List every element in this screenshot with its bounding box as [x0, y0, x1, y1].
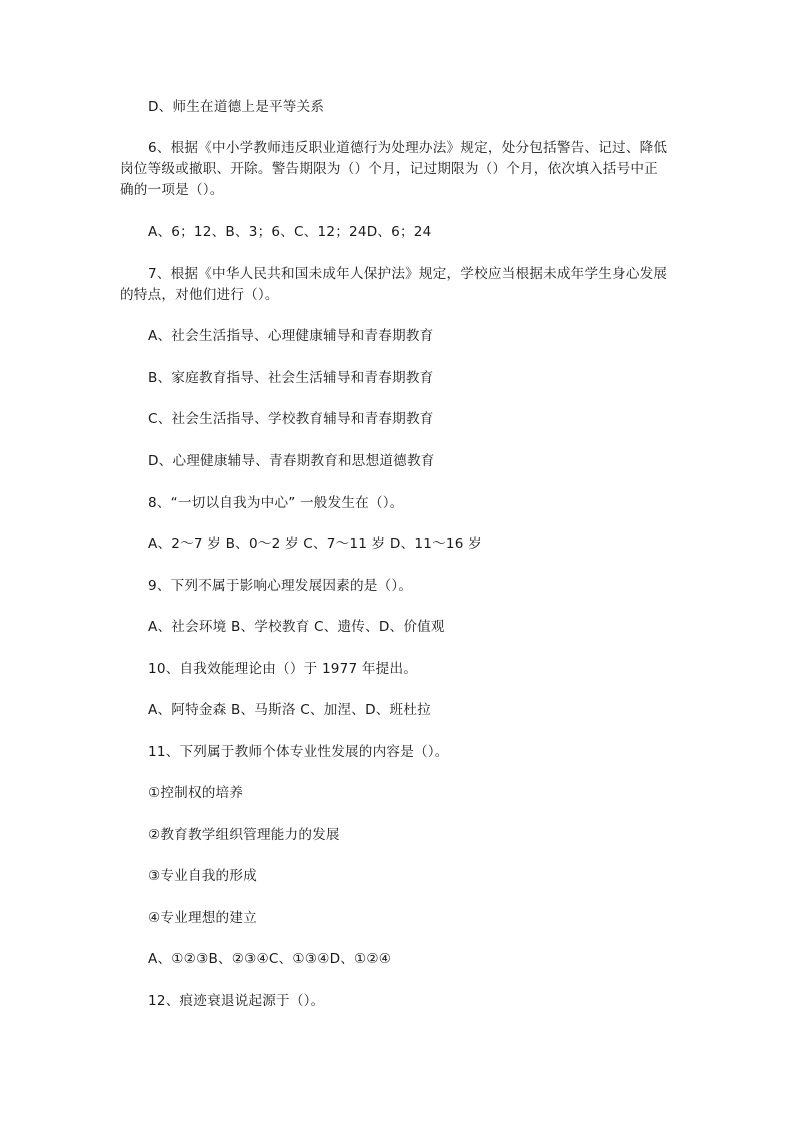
q12-stem: 12、痕迹衰退说起源于（）。 [148, 993, 325, 1009]
q6-stem-line-2: 岗位等级或撤职、开除。警告期限为（）个月，记过期限为（）个月，依次填入括号中正 [120, 161, 658, 177]
q10-stem: 10、自我效能理论由（）于 1977 年提出。 [148, 661, 418, 677]
q6-stem-line-1: 6、根据《中小学教师违反职业道德行为处理办法》规定，处分包括警告、记过、降低 [148, 140, 668, 156]
q7-option-a: A、社会生活指导、心理健康辅导和青春期教育 [148, 328, 434, 344]
q11-item-3: ③专业自我的形成 [148, 868, 257, 884]
q11-stem: 11、下列属于教师个体专业性发展的内容是（）。 [148, 744, 449, 760]
q7-stem-line-2: 的特点，对他们进行（）。 [120, 287, 279, 303]
q10-options: A、阿特金森 B、马斯洛 C、加涅、D、班杜拉 [148, 702, 431, 718]
q11-item-4: ④专业理想的建立 [148, 910, 257, 926]
q11-item-1: ①控制权的培养 [148, 785, 244, 801]
q8-stem: 8、“一切以自我为中心” 一般发生在（）。 [148, 495, 404, 511]
q6-stem-line-3: 确的一项是（）。 [120, 182, 224, 198]
q7-stem-line-1: 7、根据《中华人民共和国未成年人保护法》规定，学校应当根据未成年学生身心发展 [148, 266, 668, 282]
q11-item-2: ②教育教学组织管理能力的发展 [148, 827, 340, 843]
q5-option-d: D、师生在道德上是平等关系 [148, 99, 325, 115]
q9-options: A、社会环境 B、学校教育 C、遗传、D、价值观 [148, 619, 445, 635]
q11-options: A、①②③B、②③④C、①③④D、①②④ [148, 951, 392, 967]
q8-options: A、2～7 岁 B、0～2 岁 C、7～11 岁 D、11～16 岁 [148, 536, 482, 552]
q7-option-c: C、社会生活指导、学校教育辅导和青春期教育 [148, 411, 434, 427]
q7-option-b: B、家庭教育指导、社会生活辅导和青春期教育 [148, 370, 434, 386]
q9-stem: 9、下列不属于影响心理发展因素的是（）。 [148, 578, 413, 594]
q7-option-d: D、心理健康辅导、青春期教育和思想道德教育 [148, 453, 435, 469]
q6-options: A、6；12、B、3；6、C、12；24D、6；24 [148, 224, 432, 240]
